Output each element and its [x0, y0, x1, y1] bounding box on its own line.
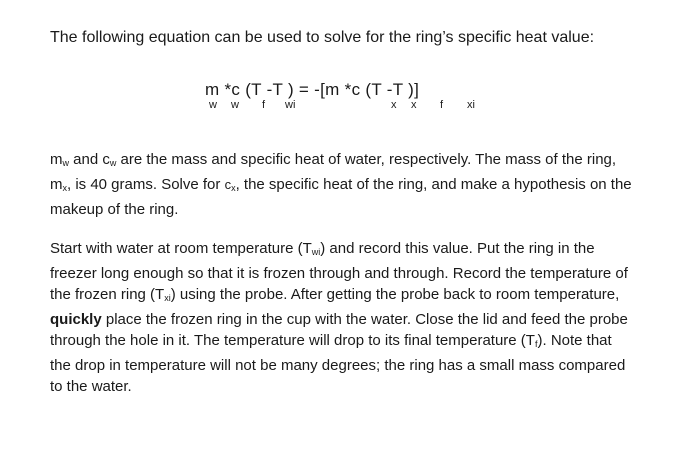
paragraph-line: makeup of the ring.	[50, 201, 179, 218]
equation-subscript: wi	[285, 99, 296, 111]
equation-subscript: w	[231, 99, 239, 111]
text-run: the frozen ring (T	[50, 286, 165, 303]
subscript: x	[62, 183, 67, 193]
paragraph-line: to the water.	[50, 378, 132, 395]
subscript: w	[62, 158, 69, 168]
text-run: m	[50, 151, 63, 168]
paragraph-line	[50, 149, 670, 174]
equation-main-line: m *c (T -T ) = -[m *c (T -T )]	[205, 80, 420, 99]
equation-subscript: f	[440, 99, 444, 111]
paragraph-line: freezer long enough so that it is frozen through and through. Record the temperature of	[50, 265, 628, 282]
paragraph-definitions	[50, 149, 670, 220]
text-run: ). Note that	[537, 332, 612, 349]
text-run: through the hole in it. The temperature will drop to its final temperature (T	[50, 332, 535, 349]
text-run: , the specific heat of the ring, and make a hypothesis on the	[235, 176, 632, 193]
text-run: Start with water at room temperature (T	[50, 240, 312, 257]
text-run: c	[224, 177, 232, 192]
equation-subscript: f	[262, 99, 266, 111]
paragraph-line	[50, 174, 670, 199]
paragraph-procedure	[50, 238, 670, 397]
equation-subscript: x	[411, 99, 417, 111]
equation-subscript: x	[391, 99, 397, 111]
specific-heat-equation	[205, 81, 505, 115]
equation-subscript: xi	[467, 99, 475, 111]
intro-text: The following equation can be used to solve for the ring’s specific heat value:	[50, 29, 595, 46]
subscript: wi	[311, 247, 321, 257]
paragraph-line	[50, 330, 670, 355]
text-run: ) and record this value. Put the ring in the	[320, 240, 595, 257]
bold-text: quickly	[50, 311, 102, 328]
subscript: xi	[164, 293, 171, 303]
paragraph-line: the drop in temperature will not be many degrees; the ring has a small mass compared	[50, 357, 626, 374]
text-run: place the frozen ring in the cup with the water. Close the lid and feed the probe	[101, 311, 628, 328]
text-run: and c	[69, 151, 110, 168]
subscript: f	[534, 339, 538, 349]
paragraph-line	[50, 309, 670, 330]
text-run: are the mass and specific heat of water, respectively. The mass of the ring,	[116, 151, 617, 168]
paragraph-line	[50, 238, 670, 263]
equation-subscript: w	[209, 99, 217, 111]
text-run: , is 40 grams. Solve for	[67, 176, 225, 193]
text-run: m	[50, 176, 63, 193]
subscript: x	[231, 183, 236, 193]
text-run: ) using the probe. After getting the probe back to room temperature,	[170, 286, 620, 303]
paragraph-line	[50, 284, 670, 309]
subscript: w	[109, 158, 117, 168]
